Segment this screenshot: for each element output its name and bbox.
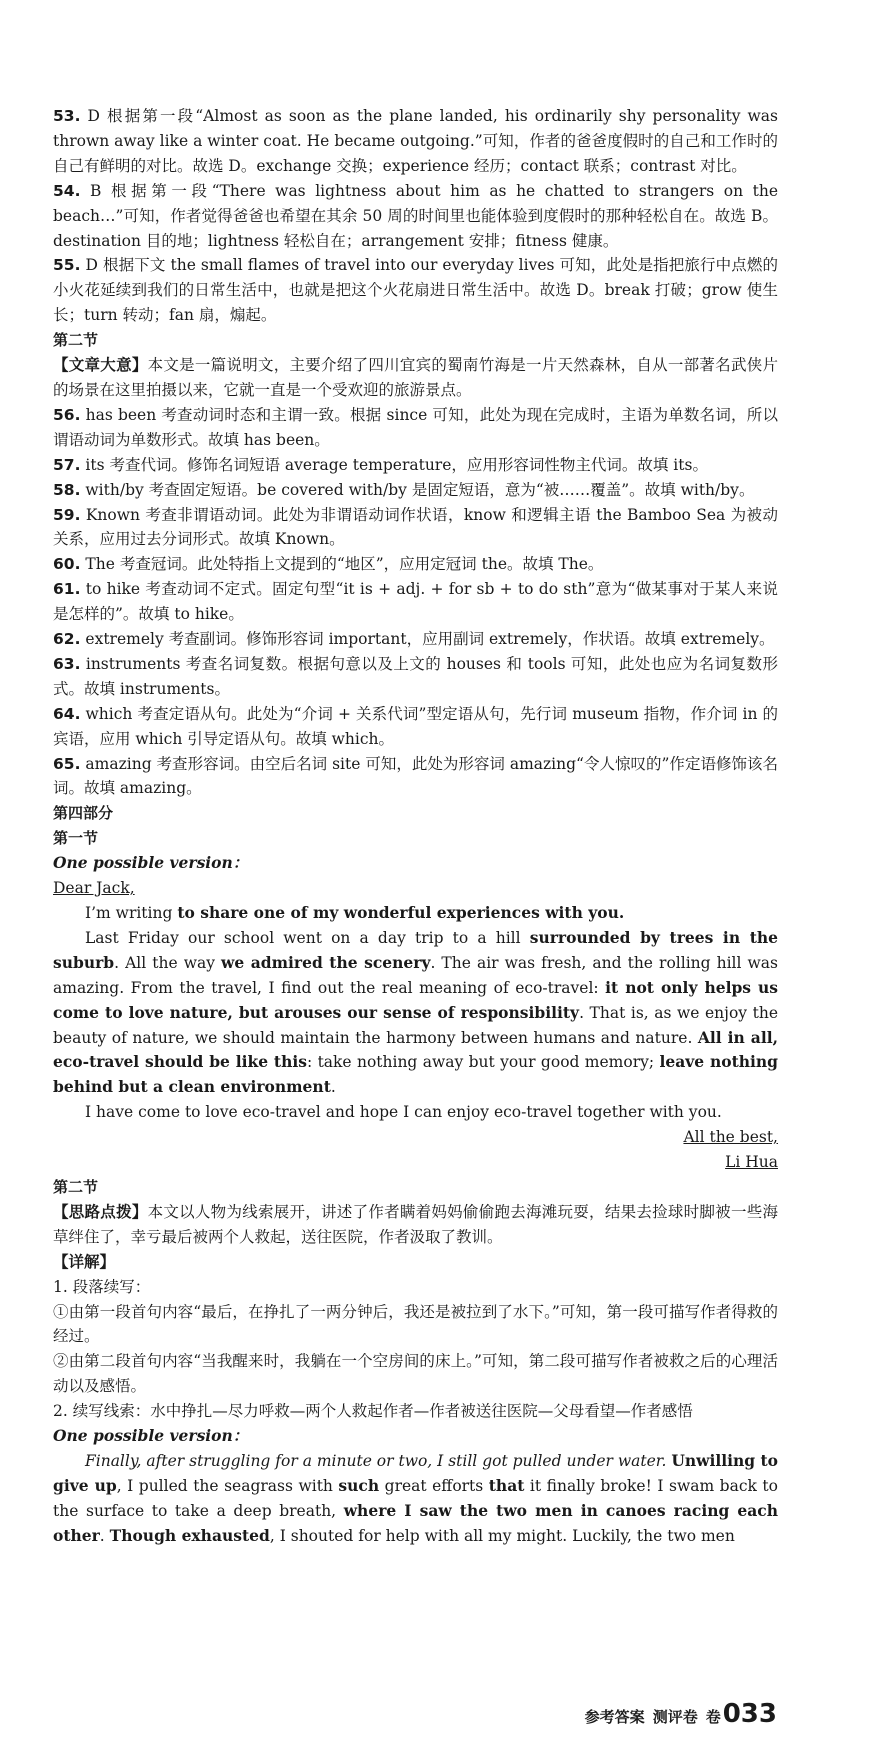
- item-number: 56.: [53, 405, 81, 424]
- page-number: 033: [722, 1699, 777, 1729]
- letter-bold-text: it not only helps us come to love nature, but arouses our sense of responsibility: [53, 977, 779, 1022]
- footer-label-answers: 参考答案: [584, 1708, 645, 1726]
- answer-item: [53, 104, 778, 179]
- letter-bold-text: surrounded by trees in the suburb: [53, 927, 778, 972]
- answer-item: [53, 552, 778, 577]
- signature-text: Li Hua: [725, 1153, 778, 1172]
- continuation-bold-text: such: [338, 1475, 380, 1495]
- version-label: One possible version：: [53, 853, 249, 873]
- letter-text: . That is, as we enjoy the beauty of nature, we should maintain the harmony between humans and nature.: [53, 1003, 778, 1047]
- main-idea: [53, 353, 778, 403]
- footer-label-test: 测评卷: [652, 1708, 698, 1726]
- letter-bold-text: to share one of my wonderful experiences with you.: [177, 903, 625, 922]
- item-number: 53.: [53, 107, 81, 125]
- continuation-bold-text: Though exhausted: [109, 1525, 270, 1545]
- letter-signature: [53, 1150, 778, 1175]
- answer-item: [53, 403, 778, 453]
- details-line: 2. 续写线索：水中挣扎—尽力呼救—两个人救起作者—作者被送往医院—父母看望—作者感悟: [53, 1402, 693, 1421]
- answer-item: [53, 577, 778, 627]
- main-idea-text: 本文是一篇说明文，主要介绍了四川宜宾的蜀南竹海是一片天然森林，自从一部著名武侠片的场景在这里拍摄以来，它就一直是一个受欢迎的旅游景点。: [53, 356, 778, 399]
- answer-item: [53, 627, 778, 652]
- item-text: extremely 考查副词。修饰形容词 important，应用副词 extremely，作状语。故填 extremely。: [85, 630, 775, 649]
- letter-text: : take nothing away but your good memory;: [306, 1053, 660, 1072]
- item-text: D 根据第一段“Almost as soon as the plane landed, his ordinarily shy personality was thrown away like a winter coat. He became outgoing.”可知，作者的爸爸度假时的自己和工作时的自己有鲜明的对比。故选 D。exchange 交换；experience 经历；contact 联系；contrast 对比。: [53, 107, 778, 175]
- item-number: 57.: [53, 455, 81, 474]
- continuation-bold-text: where I saw the two men in canoes racing each other: [53, 1500, 779, 1545]
- letter-text: .: [330, 1078, 336, 1097]
- item-text: Known 考查非谓语动词。此处为非谓语动词作状语，know 和逻辑主语 the Bamboo Sea 为被动关系，应用过去分词形式。故填 Known。: [53, 505, 778, 549]
- section-heading: 第二节: [53, 1177, 99, 1196]
- letter-bold-text: we admired the scenery: [221, 952, 431, 972]
- salutation-text: Dear Jack,: [53, 879, 135, 898]
- details-label: 【详解】: [53, 1252, 116, 1271]
- section-heading: 第一节: [53, 829, 99, 848]
- answer-item: [53, 503, 778, 553]
- item-number: 55.: [53, 256, 81, 275]
- item-text: has been 考查动词时态和主谓一致。根据 since 可知，此处为现在完成时，主语为单数名词，所以谓语动词为单数形式。故填 has been。: [53, 405, 778, 449]
- letter-text: Last Friday our school went on a day trip to a hill: [85, 928, 530, 947]
- item-text: The 考查冠词。此处特指上文提到的“地区”，应用定冠词 the。故填 The。: [85, 555, 604, 574]
- answer-item: [53, 179, 778, 254]
- continuation-text: .: [99, 1526, 110, 1545]
- item-text: with/by 考查固定短语。be covered with/by 是固定短语，意为“被……覆盖”。故填 with/by。: [85, 480, 755, 499]
- letter-text: I’m writing: [85, 904, 178, 922]
- details-line: ②由第二段首句内容“当我醒来时，我躺在一个空房间的床上。”可知，第二段可描写作者被救之后的心理活动以及感悟。: [53, 1352, 778, 1396]
- letter-closing: [53, 1125, 778, 1150]
- thinking-tips: [53, 1200, 778, 1250]
- continuation-text: , I shouted for help with all my might. Luckily, the two men: [269, 1526, 735, 1545]
- letter-text: . All the way: [114, 953, 222, 972]
- item-text: D 根据下文 the small flames of travel into our everyday lives 可知，此处是指把旅行中点燃的小火花延续到我们的日常生活中，也就是把这个火花扇进日常生活中。故选 D。break 打破；grow 使生长；turn 转动；fan 扇，煽起。: [53, 256, 778, 325]
- sample-letter: [53, 876, 778, 1175]
- letter-paragraph: [53, 901, 778, 926]
- item-number: 58.: [53, 480, 81, 499]
- item-number: 60.: [53, 555, 81, 574]
- page-footer: [585, 1699, 777, 1729]
- item-number: 59.: [53, 505, 81, 524]
- item-text: to hike 考查动词不定式。固定句型“it is + adj. + for sb + to do sth”意为“做某事对于某人来说是怎样的”。故填 to hike。: [53, 580, 778, 624]
- main-idea-label: 【文章大意】: [53, 356, 148, 375]
- version-label: One possible version：: [53, 1426, 249, 1446]
- continuation-first-sentence: Finally, after struggling for a minute or two, I still got pulled under water.: [85, 1451, 667, 1470]
- continuation-bold-text: Unwilling to give up: [53, 1450, 779, 1495]
- item-number: 63.: [53, 654, 81, 673]
- continuation-bold-text: that: [488, 1475, 525, 1495]
- item-number: 61.: [53, 580, 81, 599]
- details-line: 1. 段落续写：: [53, 1277, 151, 1296]
- details-line: ①由第一段首句内容“最后，在挣扎了一两分钟后，我还是被拉到了水下。”可知，第一段可描写作者得救的经过。: [53, 1302, 778, 1346]
- continuation-text: it finally broke! I swam back to the surface to take a deep breath,: [53, 1476, 778, 1520]
- section-heading: 第二节: [53, 331, 99, 350]
- thinking-text: 本文以人物为线索展开，讲述了作者瞒着妈妈偷偷跑去海滩玩耍，结果去捡球时脚被一些海草绊住了，幸亏最后被两个人救起，送往医院，作者汲取了教训。: [53, 1202, 778, 1246]
- item-text: its 考查代词。修饰名词短语 average temperature，应用形容词性物主代词。故填 its。: [85, 455, 708, 474]
- item-number: 54.: [53, 181, 81, 200]
- answer-item: [53, 702, 778, 752]
- item-text: amazing 考查形容词。由空后名词 site 可知，此处为形容词 amazing“令人惊叹的”作定语修饰该名词。故填 amazing。: [53, 754, 778, 798]
- thinking-label: 【思路点拨】: [53, 1202, 148, 1221]
- answer-item: [53, 253, 778, 328]
- continuation-text: , I pulled the seagrass with: [116, 1476, 339, 1495]
- item-number: 64.: [53, 704, 81, 723]
- letter-bold-text: leave nothing behind but a clean environment: [53, 1052, 778, 1097]
- answer-content: [53, 104, 778, 1549]
- letter-text: . The air was fresh, and the rolling hill was amazing. From the travel, I find out the real meaning of eco-travel:: [53, 953, 778, 997]
- item-number: 62.: [53, 630, 81, 649]
- continuation-text: great efforts: [379, 1476, 489, 1495]
- item-text: which 考查定语从句。此处为“介词 + 关系代词”型定语从句，先行词 museum 指物，作介词 in 的宾语，应用 which 引导定语从句。故填 which。: [53, 704, 778, 748]
- part-heading: 第四部分: [53, 804, 114, 823]
- closing-text: All the best,: [683, 1128, 778, 1147]
- item-number: 65.: [53, 754, 81, 773]
- letter-paragraph: [53, 926, 778, 1100]
- letter-bold-text: All in all, eco-travel should be like this: [53, 1027, 778, 1072]
- continuation-paragraph: [53, 1449, 778, 1549]
- letter-salutation: [53, 876, 778, 901]
- item-text: B 根据第一段“There was lightness about him as he chatted to strangers on the beach…”可知，作者觉得爸爸也希望在其余 50 周的时间里也能体验到度假时的那种轻松自在。故选 B。destination 目的地；lightness 轻松自在；arrangement 安排；fitness 健康。: [53, 181, 778, 250]
- answer-item: [53, 652, 778, 702]
- answer-item: [53, 453, 778, 478]
- answer-item: [53, 478, 778, 503]
- letter-paragraph: I have come to love eco-travel and hope I can enjoy eco-travel together with you.: [85, 1103, 722, 1122]
- answer-item: [53, 752, 778, 802]
- item-text: instruments 考查名词复数。根据句意以及上文的 houses 和 tools 可知，此处也应为名词复数形式。故填 instruments。: [53, 654, 778, 698]
- footer-label-volume: 卷: [705, 1708, 721, 1726]
